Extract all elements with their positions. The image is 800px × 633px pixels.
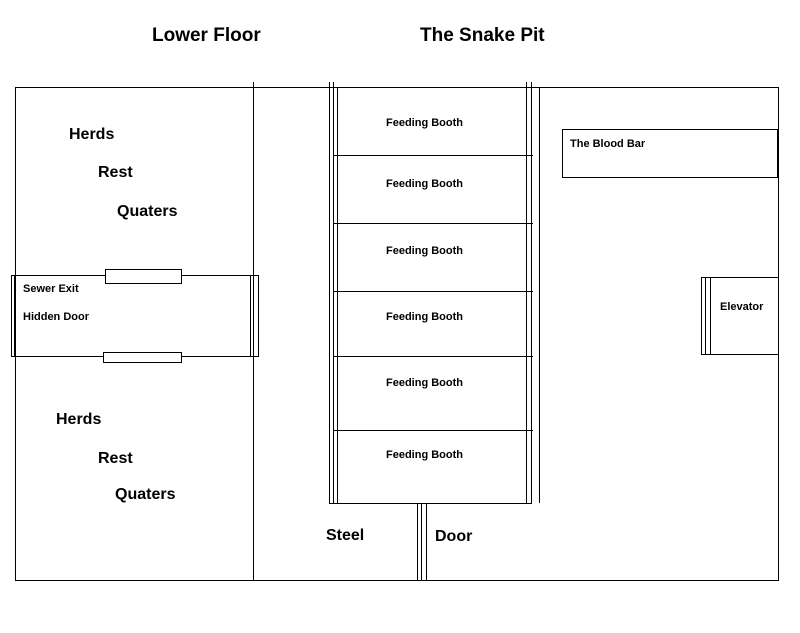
herds-upper-label-1: Herds — [69, 126, 115, 143]
herds-upper-label-2: Rest — [98, 164, 133, 181]
title-snake-pit: The Snake Pit — [420, 25, 545, 46]
hidden-door-label: Hidden Door — [23, 311, 89, 323]
booth-column-right-edge — [526, 82, 527, 503]
elevator-label: Elevator — [720, 301, 764, 313]
steel-door-line-left — [417, 503, 418, 581]
booth-divider — [333, 430, 533, 431]
steel-label: Steel — [326, 527, 365, 544]
steel-door-line-mid — [421, 503, 422, 581]
booth-column-left-edge — [337, 87, 338, 503]
steel-door-line-right — [426, 503, 427, 581]
herds-lower-label-3: Quaters — [115, 486, 176, 503]
door-label: Door — [435, 528, 473, 545]
herds-upper-label-3: Quaters — [117, 203, 178, 220]
hidden-door-slab-top — [105, 269, 182, 284]
sewer-room-left-outer — [11, 275, 12, 357]
herds-lower-label-1: Herds — [56, 411, 102, 428]
corridor-wall-left-outer — [329, 82, 330, 503]
title-lower-floor: Lower Floor — [152, 25, 261, 46]
feeding-booth-label: Feeding Booth — [386, 377, 463, 389]
booth-divider — [333, 356, 533, 357]
feeding-booth-label: Feeding Booth — [386, 178, 463, 190]
corridor-wall-right-inner — [531, 82, 532, 503]
sewer-room-right-inner — [250, 275, 251, 357]
herds-lower-label-2: Rest — [98, 450, 133, 467]
corridor-wall-right-outer — [539, 87, 540, 503]
feeding-booth-label: Feeding Booth — [386, 117, 463, 129]
sewer-room-right-outer — [258, 275, 259, 357]
blood-bar-label: The Blood Bar — [570, 138, 646, 150]
inner-wall — [253, 82, 254, 580]
booth-divider — [333, 291, 533, 292]
elevator-door-inner-line — [705, 277, 706, 355]
booth-column-bottom-edge — [329, 503, 532, 504]
corridor-wall-left-inner — [333, 82, 334, 503]
sewer-exit-label: Sewer Exit — [23, 283, 79, 295]
booth-divider — [333, 155, 533, 156]
hidden-door-slab-bottom — [103, 352, 182, 363]
feeding-booth-label: Feeding Booth — [386, 311, 463, 323]
feeding-booth-label: Feeding Booth — [386, 245, 463, 257]
blood-bar-room — [562, 129, 779, 178]
sewer-room-left-inner — [14, 275, 15, 357]
elevator-room — [710, 277, 779, 355]
booth-divider — [333, 223, 533, 224]
feeding-booth-label: Feeding Booth — [386, 449, 463, 461]
